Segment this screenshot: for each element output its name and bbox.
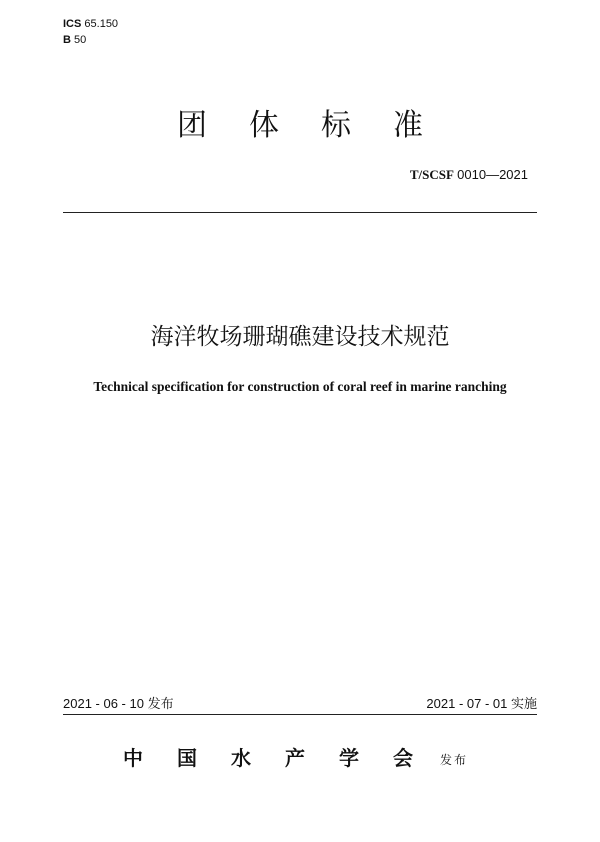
standard-number-value: 0010—2021 [457, 167, 528, 182]
ics-label: ICS [63, 18, 82, 30]
top-divider [63, 212, 537, 213]
classification-code: 50 [74, 34, 87, 46]
issue-date: 2021 - 06 - 10 [63, 696, 144, 711]
issue-label: 发布 [147, 697, 174, 712]
chinese-title: 海洋牧场珊瑚礁建设技术规范 [150, 324, 450, 350]
issuer-suffix-label: 发布 [440, 753, 469, 767]
bottom-divider [63, 714, 537, 715]
english-title: Technical specification for construction of coral reef in marine ranching [93, 379, 507, 394]
implementation-date-line [426, 696, 537, 713]
standard-number [410, 167, 528, 183]
classification-code-line [63, 34, 86, 47]
implementation-date: 2021 - 07 - 01 [426, 696, 508, 711]
issue-date-line [63, 696, 174, 713]
ics-code: 65.150 [84, 18, 119, 30]
classification-label: B [63, 34, 71, 46]
implementation-label: 实施 [510, 697, 537, 712]
standard-number-prefix: T/SCSF [409, 167, 454, 182]
standard-type-heading: 团体标准 [177, 108, 465, 143]
issuing-organization: 中国水产学会 [123, 746, 447, 770]
ics-code-line [63, 18, 118, 31]
